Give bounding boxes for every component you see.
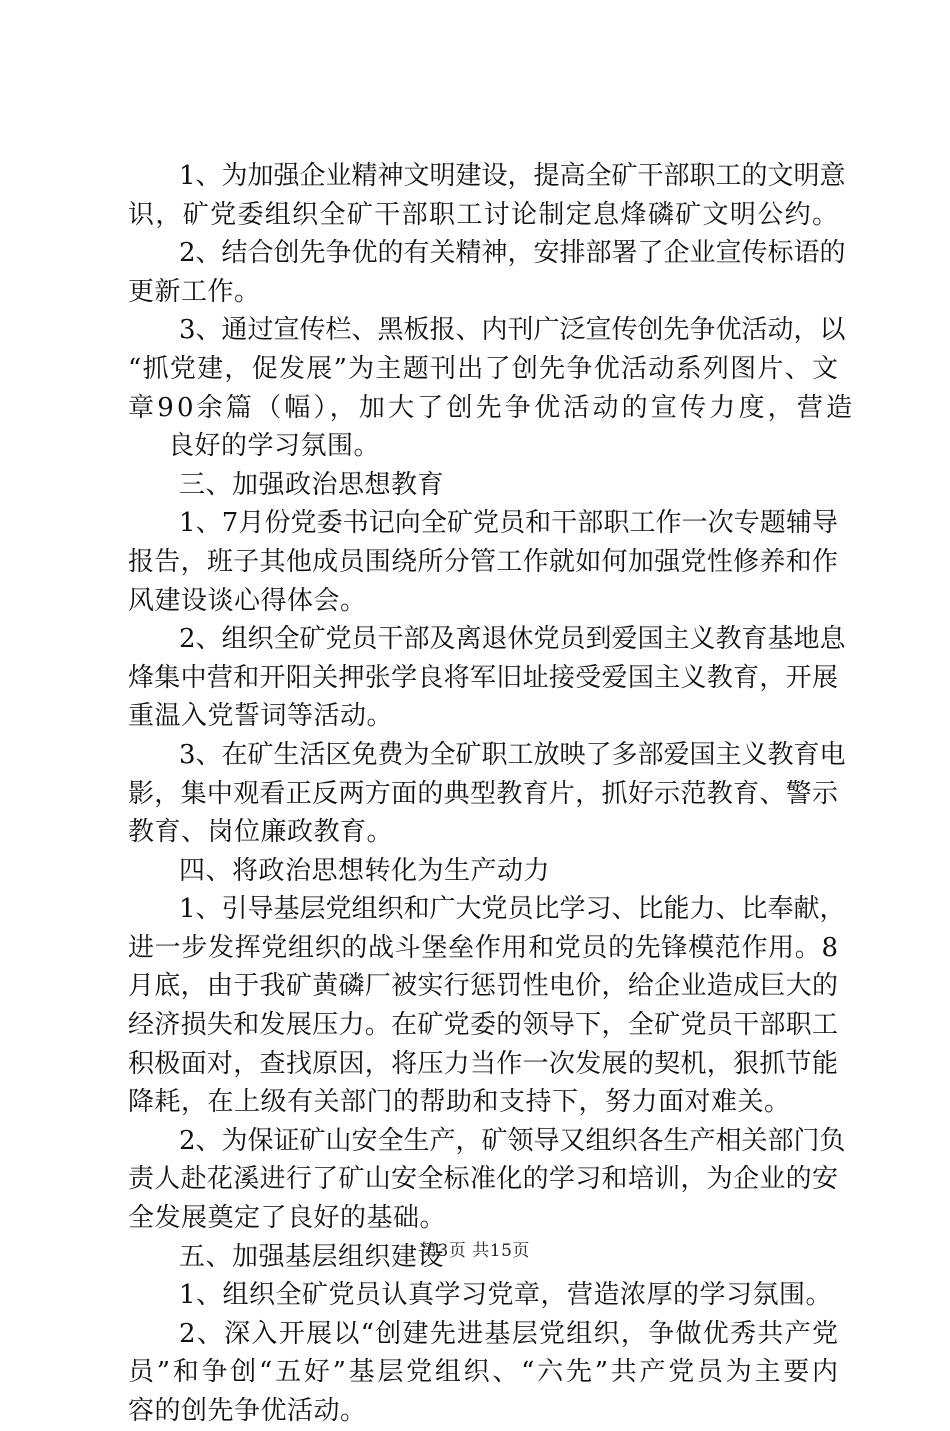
- paragraph-line: 进一步发挥党组织的战斗堡垒作用和党员的先锋模范作用。8: [128, 932, 838, 963]
- paragraph-line: 良好的学习氛围。: [168, 431, 381, 462]
- paragraph-line: 全发展奠定了良好的基础。: [128, 1203, 447, 1234]
- section-heading: 三、加强政治思想教育: [179, 469, 445, 500]
- paragraph-line: 教育、岗位廉政教育。: [128, 817, 394, 848]
- paragraph-line: 更新工作。: [128, 276, 261, 307]
- paragraph-line: 容的创先争优活动。: [128, 1396, 367, 1426]
- paragraph-line: 识，矿党委组织全矿干部职工讨论制定息烽磷矿文明公约。: [128, 199, 838, 230]
- section-heading: 五、加强基层组织建设: [179, 1241, 445, 1272]
- paragraph-line: 2、深入开展以“创建先进基层党组织，争做优秀共产党: [179, 1318, 838, 1349]
- paragraph-line: 员”和争创“五好”基层党组织、“六先”共产党员为主要内: [128, 1357, 838, 1388]
- paragraph-line: 2、组织全矿党员干部及离退休党员到爱国主义教育基地息: [179, 624, 846, 655]
- paragraph-line: 风建设谈心得体会。: [128, 585, 367, 616]
- paragraph-line: 1、7月份党委书记向全矿党员和干部职工作一次专题辅导: [179, 508, 838, 539]
- paragraph-line: 1、为加强企业精神文明建设，提高全矿干部职工的文明意: [179, 161, 846, 191]
- paragraph-line: 责人赴花溪进行了矿山安全标准化的学习和培训，为企业的安: [128, 1164, 838, 1195]
- paragraph-line: 经济损失和发展压力。在矿党委的领导下，全矿党员干部职工: [128, 1010, 838, 1041]
- paragraph-line: 月底，由于我矿黄磷厂被实行惩罚性电价，给企业造成巨大的: [128, 971, 838, 1002]
- paragraph-line: 章90余篇（幅），加大了创先争优活动的宣传力度，营造: [128, 392, 856, 423]
- paragraph-line: 2、结合创先争优的有关精神，安排部署了企业宣传标语的: [179, 238, 846, 269]
- paragraph-line: 1、引导基层党组织和广大党员比学习、比能力、比奉献，: [179, 894, 846, 925]
- paragraph-line: 报告，班子其他成员围绕所分管工作就如何加强党性修养和作: [128, 546, 838, 577]
- paragraph-line: “抓党建，促发展”为主题刊出了创先争优活动系列图片、文: [128, 353, 838, 384]
- paragraph-line: 1、组织全矿党员认真学习党章，营造浓厚的学习氛围。: [179, 1280, 833, 1311]
- section-heading: 四、将政治思想转化为生产动力: [179, 855, 551, 886]
- paragraph-line: 2、为保证矿山安全生产，矿领导又组织各生产相关部门负: [179, 1125, 846, 1156]
- paragraph-line: 影，集中观看正反两方面的典型教育片，抓好示范教育、警示: [128, 778, 838, 809]
- paragraph-line: 烽集中营和开阳关押张学良将军旧址接受爱国主义教育，开展: [128, 662, 838, 693]
- paragraph-line: 3、通过宣传栏、黑板报、内刊广泛宣传创先争优活动，以: [179, 315, 846, 346]
- paragraph-line: 降耗，在上级有关部门的帮助和支持下，努力面对难关。: [128, 1087, 791, 1118]
- paragraph-line: 积极面对，查找原因，将压力当作一次发展的契机，狠抓节能: [128, 1048, 838, 1079]
- paragraph-line: 3、在矿生活区免费为全矿职工放映了多部爱国主义教育电: [179, 739, 846, 770]
- paragraph-line: 重温入党誓词等活动。: [128, 701, 394, 732]
- page-number: 第3页 共15页: [420, 1241, 530, 1261]
